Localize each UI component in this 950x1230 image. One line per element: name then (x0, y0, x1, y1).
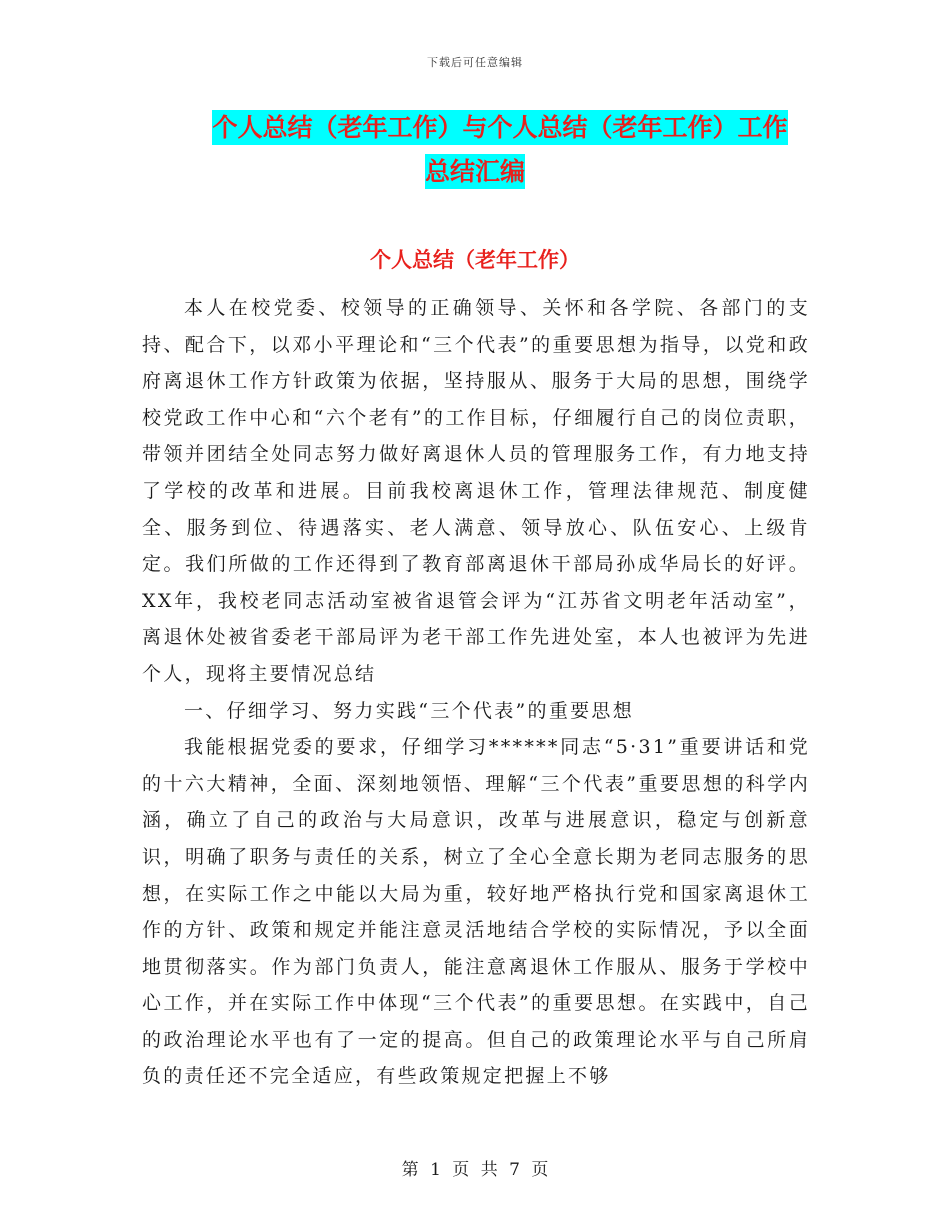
document-title-line2: 总结汇编 (425, 154, 525, 189)
page-number-footer: 第 1 页 共 7 页 (401, 1160, 549, 1180)
section-title: 个人总结（老年工作） (370, 248, 580, 272)
paragraph-study: 我能根据党委的要求，仔细学习******同志“5·31”重要讲话和党的十六大精神，全面、深刻地领悟、理解“三个代表”重要思想的科学内涵，确立了自己的政治与大局意识，改革与进展意识，稳定与创新意识，明确了职务与责任的关系，树立了全心全意长期为老同志服务的思想，在实际工作之中能以大局为重，较好地严格执行党和国家离退休工作的方针、政策和规定并能注意灵活地结合学校的实际情况，予以全面地贯彻落实。作为部门负责人，能注意离退休工作服从、服务于学校中心工作，并在实际工作中体现“三个代表”的重要思想。在实践中，自己的政治理论水平也有了一定的提高。但自己的政策理论水平与自己所肩负的责任还不完全适应，有些政策规定把握上不够 (142, 736, 810, 1088)
paragraph-intro: 本人在校党委、校领导的正确领导、关怀和各学院、各部门的支持、配合下，以邓小平理论和“三个代表”的重要思想为指导，以党和政府离退休工作方针政策为依据，坚持服从、服务于大局的思想，围绕学校党政工作中心和“六个老有”的工作目标，仔细履行自己的岗位责职，带领并团结全处同志努力做好离退休人员的管理服务工作，有力地支持了学校的改革和进展。目前我校离退休工作，管理法律规范、制度健全、服务到位、待遇落实、老人满意、领导放心、队伍安心、上级肯定。我们所做的工作还得到了教育部离退休干部局孙成华局长的好评。XX年，我校老同志活动室被省退管会评为“江苏省文明老年活动室”，离退休处被省委老干部局评为老干部工作先进处室，本人也被评为先进个人，现将主要情况总结 (142, 297, 810, 685)
document-title-line1: 个人总结（老年工作）与个人总结（老年工作）工作 (212, 110, 787, 145)
document-body (142, 290, 810, 1095)
paragraph-heading-one: 一、仔细学习、努力实践“三个代表”的重要思想 (184, 699, 635, 722)
header-note: 下载后可任意编辑 (427, 56, 523, 69)
document-title (0, 106, 950, 194)
